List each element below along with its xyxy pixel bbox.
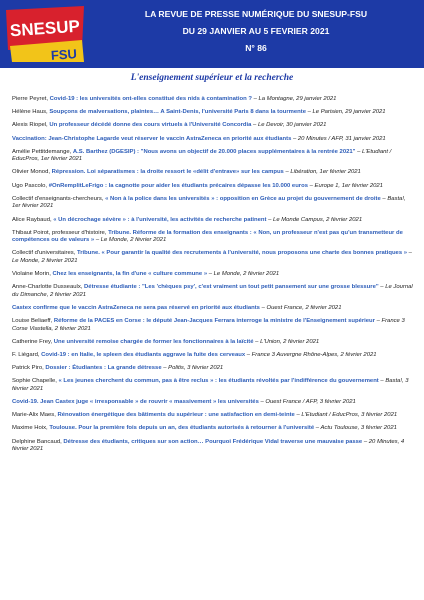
press-entry-list — [12, 96, 414, 459]
entry-source-date: – 20 Minutes / AFP, 31 janvier 2021 — [291, 135, 386, 142]
entry-source-date: – Le Journal du Dimanche, 2 février 2021 — [12, 284, 413, 298]
header-line-dates: DU 29 JANVIER AU 5 FEVRIER 2021 — [182, 26, 330, 36]
entry-article-link[interactable]: Toulouse. Pour la première fois depuis un an, des étudiants autorisés à retourner à l'université — [49, 425, 315, 432]
press-entry — [12, 196, 414, 211]
header-line-title: LA REVUE DE PRESSE NUMÉRIQUE DU SNESUP-FSU — [144, 9, 368, 19]
press-entry — [12, 136, 414, 144]
entry-source-date: – Le Monde, 2 février 2021 — [94, 237, 167, 244]
entry-article-link[interactable]: Réforme de la PACES en Corse : le député Jean-Jacques Ferrara interroge la ministre de l'Enseignement supérieur — [53, 318, 375, 325]
entry-article-link[interactable]: Tribune. « Pour garantir la qualité des recrutements à l'université, nous proposons une charte des bonnes pratiques » — [76, 250, 408, 257]
entry-source-date: – Libération, 1er février 2021 — [283, 169, 361, 176]
entry-source-date: – Actu Toulouse, 3 février 2021 — [314, 425, 397, 432]
entry-author: Patrick Piro, — [12, 365, 46, 372]
entry-author: Delphine Bancaud, — [12, 438, 64, 445]
entry-author: Pierre Peyret, — [12, 96, 50, 102]
entry-article-link[interactable]: Détresse des étudiants, critiques sur son action… Pourquoi Frédérique Vidal traverse une mauvaise passe — [63, 438, 363, 445]
press-entry — [12, 378, 414, 393]
press-entry — [12, 352, 414, 360]
press-entry — [12, 305, 414, 313]
entry-author: Sophie Chapelle, — [12, 378, 59, 385]
entry-source-date: – Le Parisien, 29 janvier 2021 — [305, 109, 386, 116]
entry-author: Collectif d'universitaires, — [12, 250, 77, 257]
entry-source-date: – France 3 Corse Viastella, 2 février 2021 — [12, 318, 405, 332]
entry-source-date: – Basta!, 1er février 2021 — [12, 195, 406, 210]
entry-author: Olivier Monod, — [12, 169, 52, 176]
press-entry — [12, 284, 414, 299]
entry-source-date: – L'Etudiant / EducPros, 1er février 2021 — [12, 148, 392, 163]
entry-article-link[interactable]: Soupçons de malversations, plaintes… A Saint-Denis, l'université Paris 8 dans la tourmente — [49, 109, 306, 116]
entry-article-link[interactable]: Un professeur décédé donne des cours virtuels à l'Université Concordia — [49, 122, 252, 129]
press-entry — [12, 271, 414, 279]
entry-article-link[interactable]: Vaccination: Jean-Christophe Lagarde veut réserver le vaccin AstraZeneca en priorité aux étudiants — [12, 135, 292, 142]
entry-article-link[interactable]: Chez les enseignants, la fin d'une « culture commune » — [52, 271, 208, 278]
press-entry — [12, 412, 414, 420]
entry-source-date: – 20 Minutes, 4 février 2021 — [12, 438, 405, 453]
entry-author: Maxime Hoix, — [12, 425, 50, 432]
entry-author: Anne-Charlotte Dusseaulx, — [12, 284, 85, 291]
entry-article-link[interactable]: « Non à la police dans les universités » : opposition en Grèce au projet du gouvernement de droite — [105, 195, 381, 202]
press-entry — [12, 183, 414, 191]
press-entry — [12, 439, 414, 454]
logo-primary: SNESUP — [9, 16, 81, 41]
entry-author: Thibaut Poirot, professeur d'histoire, — [12, 229, 109, 236]
entry-author: Violaine Morin, — [12, 271, 53, 278]
entry-source-date: – Basta!, 3 février 2021 — [12, 378, 409, 392]
header-line-issue: N° 86 — [245, 43, 267, 53]
header-banner — [0, 0, 424, 68]
entry-source-date: – Europe 1, 1er février 2021 — [307, 182, 383, 189]
entry-source-date: – Le Devoir, 30 janvier 2021 — [251, 122, 327, 129]
entry-author: Collectif d'enseignants-chercheurs, — [12, 195, 106, 202]
entry-author: Marie-Alix Maes, — [12, 412, 58, 419]
entry-article-link[interactable]: « Un décrochage sévère » : à l'université, les activités de recherche patinent — [53, 216, 267, 223]
entry-author: Louise Beliaeff, — [12, 318, 54, 325]
entry-article-link[interactable]: Covid-19 : en Italie, le spleen des étudiants aggrave la fuite des cerveaux — [41, 352, 246, 358]
entry-article-link[interactable]: Covid-19. Jean Castex juge « irresponsable » de rouvrir « massivement » les universités — [12, 399, 259, 406]
entry-author: Alexis Riopel, — [12, 122, 50, 129]
entry-article-link[interactable]: Dossier : Étudiantes : La grande détresse — [45, 365, 162, 372]
entry-article-link[interactable]: Covid-19 : les universités ont-elles constitué des nids à contamination ? — [49, 96, 252, 102]
entry-article-link[interactable]: Castex confirme que le vaccin AstraZeneca ne sera pas réservé en priorité aux étudiants — [12, 304, 260, 311]
entry-source-date: – Politis, 3 février 2021 — [161, 365, 224, 372]
press-entry — [12, 96, 414, 104]
entry-author: Ugo Pascolo, — [12, 182, 49, 189]
entry-source-date: – France 3 Auvergne Rhône-Alpes, 2 février 2021 — [245, 352, 377, 358]
press-entry — [12, 217, 414, 225]
press-entry — [12, 230, 414, 245]
entry-article-link[interactable]: Détresse étudiante : "Les 'chèques psy', c'est vraiment un tout petit pansement sur une grosse blessure" — [84, 284, 379, 291]
press-entry — [12, 339, 414, 347]
entry-article-link[interactable]: #OnRemplitLeFrigo : la cagnotte pour aider les étudiants précaires dépasse les 10.000 euros — [48, 182, 308, 189]
press-entry — [12, 318, 414, 333]
entry-source-date: – Le Monde, 2 février 2021 — [207, 271, 280, 278]
entry-article-link[interactable]: Répression. Loi séparatismes : la droite ressort le «délit d'entrave» sur les campus — [51, 169, 284, 176]
press-entry — [12, 122, 414, 130]
section-title: L'enseignement supérieur et la recherche — [130, 73, 294, 83]
entry-author: Alice Raybaud, — [12, 216, 54, 223]
entry-source-date: – L'Etudiant / EducPros, 3 février 2021 — [294, 412, 398, 419]
entry-source-date: – Ouest France / AFP, 3 février 2021 — [258, 399, 356, 406]
entry-article-link[interactable]: Une université remoise chargée de former les fonctionnaires à la laïcité — [53, 338, 254, 345]
entry-source-date: – L'Union, 2 février 2021 — [253, 338, 320, 345]
logo-secondary: FSU — [50, 46, 78, 63]
press-entry — [12, 169, 414, 177]
press-entry — [12, 365, 414, 373]
entry-source-date: – Le Monde, 2 février 2021 — [12, 250, 412, 264]
press-entry — [12, 149, 414, 164]
header-text — [96, 6, 416, 57]
entry-article-link[interactable]: Rénovation énergétique des bâtiments du supérieur : une satisfaction en demi-teinte — [57, 412, 295, 419]
press-entry — [12, 399, 414, 407]
press-entry — [12, 425, 414, 433]
press-entry — [12, 250, 414, 265]
entry-author: Amélie Pettitdemange, — [12, 148, 73, 155]
entry-source-date: – La Montagne, 29 janvier 2021 — [251, 96, 337, 102]
entry-article-link[interactable]: A.S. Barthez (DGESIP) : "Nous avons un objectif de 20.000 places supplémentaires à la rentrée 2021" — [72, 148, 356, 155]
entry-author: F. Liégard, — [12, 352, 42, 358]
entry-source-date: – Le Monde Campus, 2 février 2021 — [266, 216, 363, 223]
entry-author: Hélène Haus, — [12, 109, 50, 116]
entry-author: Catherine Frey, — [12, 338, 54, 345]
entry-article-link[interactable]: Tribune. Réforme de la formation des enseignants : « Non, un professeur n'est pas qu'un transmetteur de compétences ou de valeurs » — [12, 229, 403, 244]
snesup-fsu-logo — [4, 4, 86, 64]
entry-article-link[interactable]: « Les jeunes cherchent du commun, pas à être reclus » : les étudiants révoltés par l'indifférence du gouvernement — [58, 378, 379, 385]
entry-source-date: – Ouest France, 2 février 2021 — [259, 304, 342, 311]
press-entry — [12, 109, 414, 117]
